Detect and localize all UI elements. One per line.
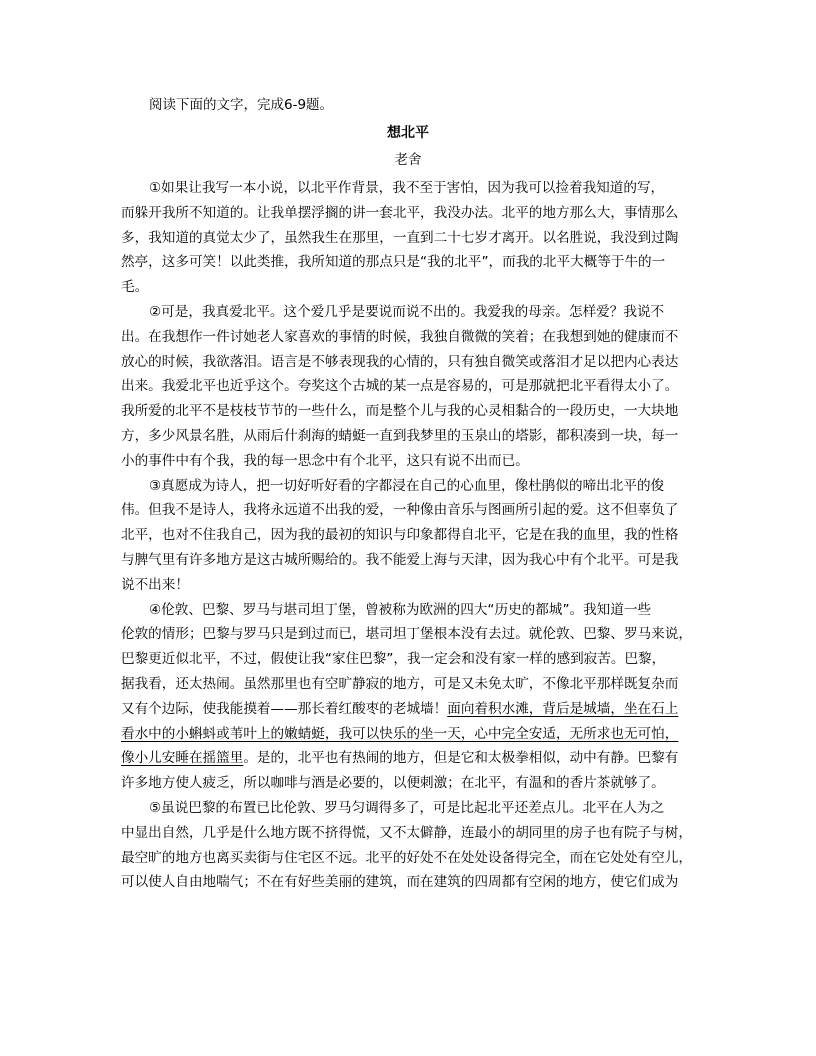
paragraph-line: 毛。 [121, 279, 149, 296]
paragraph-line [121, 722, 697, 747]
paragraph-line: 说不出来！ [121, 576, 189, 593]
paragraph-line: 与脾气里有许多地方是这古城所赐给的。我不能爱上海与天津，因为我心中有个北平。可是我 [121, 551, 679, 568]
paragraph-line: 伟。但我不是诗人，我将永远道不出我的爱，一种像由音乐与图画所引起的爱。这不但辜负了 [121, 502, 679, 519]
paragraph-1 [121, 176, 697, 300]
paragraph-line: ④伦敦、巴黎、罗马与堪司坦丁堡，曾被称为欧洲的四大“历史的都城”。我知道一些 [149, 601, 652, 618]
paragraph-line: 方，多少风景名胜，从雨后什刹海的蜻蜓一直到我梦里的玉泉山的塔影，都积凑到一块，每一 [121, 427, 679, 444]
paragraph-line: 小的事件中有个我，我的每一思念中有个北平，这只有说不出而已。 [121, 452, 529, 469]
paragraph-line: 我所爱的北平不是枝枝节节的一些什么，而是整个儿与我的心灵相黏合的一段历史，一大块地 [121, 403, 679, 420]
paragraph-line: ①如果让我写一本小说，以北平作背景，我不至于害怕，因为我可以捡着我知道的写， [149, 180, 665, 196]
paragraph-2 [121, 300, 697, 474]
paragraph-line: 伦敦的情形；巴黎与罗马只是到过而已，堪司坦丁堡根本没有去过。就伦敦、巴黎、罗马来说， [121, 626, 692, 643]
plain-text: 。是的，北平也有热闹的地方，但是它和太极拳相似，动中有静。巴黎有 [243, 750, 679, 767]
underlined-passage: 面向着积水滩，背后是城墙，坐在石上 [447, 700, 679, 717]
paragraph-line: 可以使人自由地喘气；不在有好些美丽的建筑，而在建筑的四周都有空闲的地方，使它们成为 [121, 874, 679, 891]
underlined-passage: 看水中的小蝌蚪或苇叶上的嫩蜻蜓，我可以快乐的坐一天，心中完全安适，无所求也无可怕， [121, 725, 679, 742]
paragraph-line: 放心的时候，我欲落泪。语言是不够表现我的心情的，只有独自微笑或落泪才足以把内心表达 [121, 353, 679, 370]
paragraph-line [121, 746, 697, 771]
paragraph-line: 出。在我想作一件讨她老人家喜欢的事情的时候，我独自微微的笑着；在我想到她的健康而不 [121, 328, 679, 345]
article-title: 想北平 [387, 125, 429, 141]
reading-instruction: 阅读下面的文字，完成6-9题。 [149, 97, 334, 113]
paragraph-line: 许多地方使人疲乏，所以咖啡与酒是必要的，以便刺激；在北平，有温和的香片茶就够了。 [121, 775, 665, 792]
article-author: 老舍 [394, 152, 422, 168]
plain-text: 又有个边际，使我能摸着——那长着红酸枣的老城墙！ [121, 700, 448, 717]
paragraph-line: 而躲开我所不知道的。让我单摆浮搁的讲一套北平，我没办法。北平的地方那么大，事情那么 [121, 204, 679, 221]
paragraph-line [121, 697, 697, 722]
paragraph-3 [121, 474, 697, 598]
paragraph-5 [121, 796, 697, 895]
paragraph-line: 出来。我爱北平也近乎这个。夸奖这个古城的某一点是容易的，可是那就把北平看得太小了。 [121, 378, 679, 395]
paragraph-line: 北平，也对不住我自己，因为我的最初的知识与印象都得自北平，它是在我的血里，我的性格 [121, 527, 679, 544]
paragraph-line: 多，我知道的真觉太少了，虽然我生在那里，一直到二十七岁才离开。以名胜说，我没到过陶 [121, 229, 679, 246]
article-body [121, 176, 697, 895]
paragraph-line: ②可是，我真爱北平。这个爱几乎是要说而说不出的。我爱我的母亲。怎样爱？我说不 [149, 303, 665, 320]
paragraph-line: ③真愿成为诗人，把一切好听好看的字都浸在自己的心血里，像杜鹃似的啼出北平的俊 [149, 477, 665, 494]
paragraph-line: 中显出自然，几乎是什么地方既不挤得慌，又不太僻静，连最小的胡同里的房子也有院子与树， [121, 824, 692, 841]
paragraph-line: ⑤虽说巴黎的布置已比伦敦、罗马匀调得多了，可是比起北平还差点儿。北平在人为之 [149, 799, 665, 816]
paragraph-line: 巴黎更近似北平，不过，假使让我“家住巴黎”，我一定会和没有家一样的感到寂苦。巴黎， [121, 651, 666, 668]
underlined-passage: 像小儿安睡在摇篮里 [121, 750, 244, 767]
paragraph-line: 据我看，还太热闹。虽然那里也有空旷静寂的地方，可是又未免太旷，不像北平那样既复杂而 [121, 675, 679, 692]
paragraph-4 [121, 598, 697, 796]
paragraph-line: 然亭，这多可笑！以此类推，我所知道的那点只是“我的北平”，而我的北平大概等于牛的一 [121, 254, 666, 271]
paragraph-line: 最空旷的地方也离买卖街与住宅区不远。北平的好处不在处处设备得完全，而在它处处有空儿， [121, 849, 692, 866]
